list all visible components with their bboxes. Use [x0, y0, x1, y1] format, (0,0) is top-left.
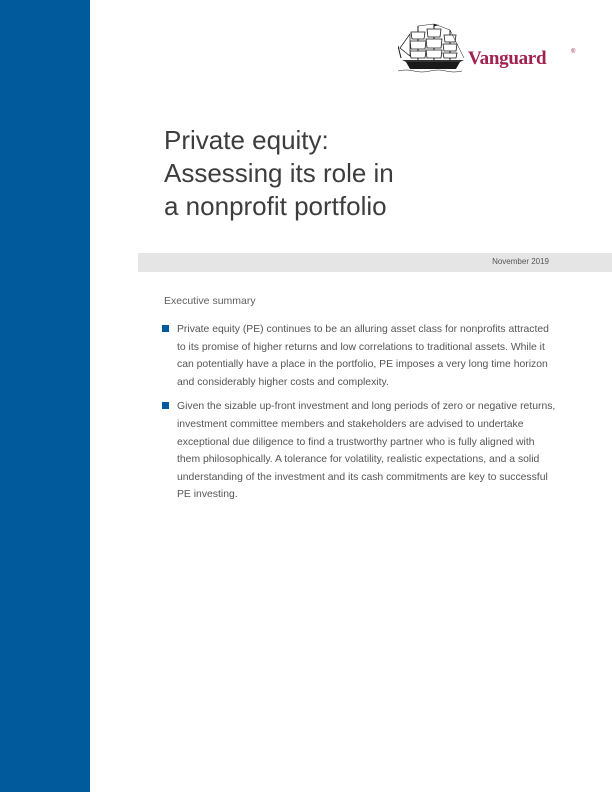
document-title — [164, 124, 564, 223]
summary-bullet — [160, 321, 560, 391]
title-line-1: Private equity: — [164, 125, 329, 155]
summary-bullet-text: Private equity (PE) continues to be an alluring asset class for nonprofits attracted to its promise of higher returns and low correlations to traditional assets. While it can potentially have a place in the portfolio, PE imposes a very long time horizon and considerably higher costs and complexity. — [177, 324, 549, 388]
publication-date: November 2019 — [492, 257, 549, 266]
registered-mark: ® — [571, 49, 576, 55]
date-bar — [138, 253, 612, 272]
title-line-3: a nonprofit portfolio — [164, 191, 387, 221]
summary-bullet — [160, 398, 560, 504]
bullet-square-icon — [162, 325, 169, 332]
vanguard-logo — [398, 22, 578, 74]
title-line-2: Assessing its role in — [164, 158, 394, 188]
left-color-band — [0, 0, 90, 792]
brand-wordmark: Vanguard — [468, 48, 547, 69]
executive-summary-heading: Executive summary — [164, 295, 256, 307]
summary-bullet-text: Given the sizable up-front investment and long periods of zero or negative returns, investment committee members and stakeholders are advised to undertake exceptional due diligence to find a trustworthy partner who is fully aligned with them philosophically. A tolerance for volatility, realistic expectations, and a solid understanding of the investment and its cash commitments are key to successful PE investing. — [177, 401, 556, 501]
summary-bullet-list — [160, 321, 560, 511]
ship-icon — [398, 22, 468, 74]
bullet-square-icon — [162, 402, 169, 409]
